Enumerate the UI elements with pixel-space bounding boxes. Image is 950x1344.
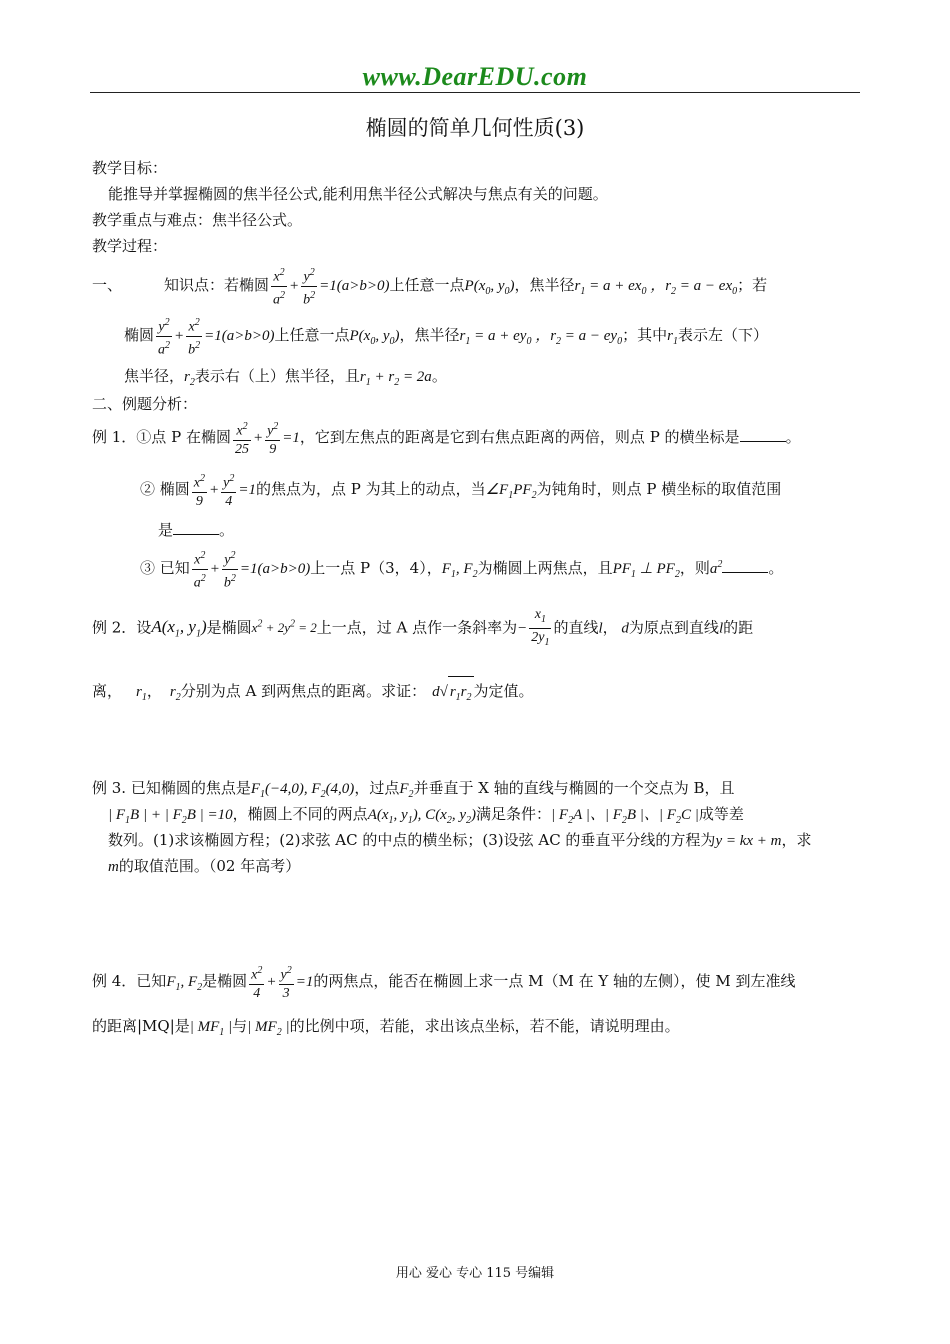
knowledge-line-3: 焦半径，$r_2$表示右（上）焦半径，且$r_1 + r_2 = 2a$。 [124,367,447,388]
fraction: $\frac{y^2}{9}$ [265,418,280,458]
knowledge-line-2: 椭圆 $\frac{y^2}{a^2}$ + $\frac{x^2}{b^2}$ =1(a>b>0)上任意一点$P(x_0$, $y_0$)，焦半径$r_1 = a + ey_0$ ，$r_2 = a - ey_0$；其中$r_1$表示左（下） [124,314,768,361]
key-points: 教学重点与难点：焦半径公式。 [92,211,303,229]
example-1-part-3: ③ 已知 $\frac{x^2}{a^2}$ + $\frac{y^2}{b^2}$ =1(a>b>0)上一点 P（3，4），$F_1$, $F_2$为椭圆上两焦点，且$PF_1$ ⊥ $PF_2$，则$a^2$ 。 [140,546,783,594]
site-logo-text: www.DearEDU.com [362,62,588,91]
knowledge-line-1: 一、 知识点：若椭圆 $\frac{x^2}{a^2}$ + $\frac{y^2}{b^2}$ =1(a>b>0)上任意一点$P(x_0$, $y_0$)，焦半径$r_1 = a + ex_0$ ，$r_2 = a - ex_0$；若 [92,264,767,311]
example-1-part-2: ② 椭圆 $\frac{x^2}{9}$ + $\frac{y^2}{4}$ =1的焦点为，点 P 为其上的动点，当$\angle F_1PF_2$为钝角时，则点 P 横坐标的取值范围 [140,470,781,515]
fraction: $\frac{y^2}{b^2}$ [222,547,238,591]
fraction: $\frac{x^2}{4}$ [249,962,264,1002]
example-3-line-2: | $F_1B$ | + | $F_2B$ | =10，椭圆上不同的两点$A(x_1$, $y_1$), $C(x_2$, $y_2$)满足条件：| $F_2A$ |、| $F_2B$ |、| $F_2C$ |成等差 [108,805,744,826]
fraction: $\frac{x_1}{2y_1}$ [531,607,550,648]
fraction: $\frac{y^2}{b^2}$ [301,264,317,308]
example-3-line-3: 数列。(1)求该椭圆方程；(2)求弦 AC 的中点的横坐标；(3)设弦 AC 的垂直平分线的方程为y = kx + m，求 [108,831,812,849]
goal-label: 教学目标： [92,159,168,177]
example-2-line-1: 例 2．设$A(x_1$, $y_1$)是椭圆$x^2 + 2y^2 = 2$上一点，过 A 点作一条斜率为− $\frac{x_1}{2y_1}$ 的直线l， d为原点到直线l的距 [92,606,753,654]
fraction: $\frac{y^2}{4}$ [221,470,236,510]
example-2-line-2: 离， $r_1$， $r_2$分别为点 A 到两焦点的距离。求证： d√ $r_1r_2$ 为定值。 [92,676,534,713]
header-rule [90,92,860,93]
page-header [90,62,860,96]
fraction: $\frac{x^2}{a^2}$ [271,264,287,308]
example-3-line-4: m的取值范围。（02 年高考） [108,857,301,875]
page-title: 椭圆的简单几何性质(3) [365,116,585,140]
fraction: $\frac{y^2}{3}$ [279,962,294,1002]
fraction: $\frac{y^2}{a^2}$ [156,314,172,358]
answer-blank [722,558,768,573]
example-3-line-1: 例 3. 已知椭圆的焦点是$F_1(-4,0)$, $F_2(4,0)$，过点$F_2$并垂直于 X 轴的直线与椭圆的一个交点为 B，且 [92,779,735,800]
example-1-part-1: 例 1．①点 P 在椭圆 $\frac{x^2}{25}$ + $\frac{y^2}{9}$ =1，它到左焦点的距离是它到右焦点距离的两倍，则点 P 的横坐标是 。 [92,418,801,458]
page-footer: 用心 爱心 专心 115 号编辑 [395,1266,555,1281]
fraction: $\frac{x^2}{a^2}$ [192,547,208,591]
answer-blank [740,427,786,442]
goal-text: 能推导并掌握椭圆的焦半径公式,能利用焦半径公式解决与焦点有关的问题。 [108,185,608,203]
example-1-part-2-cont: 是 。 [158,521,235,539]
fraction: $\frac{x^2}{25}$ [233,418,251,458]
section1-number: 一、 [92,276,123,295]
fraction: $\frac{x^2}{9}$ [192,470,207,510]
section2-heading: 二、例题分析： [92,395,198,413]
example-4-line-1: 例 4．已知$F_1$, $F_2$是椭圆 $\frac{x^2}{4}$ + $\frac{y^2}{3}$ =1的两焦点，能否在椭圆上求一点 M（M 在 Y 轴的左侧），使 M 到左准线 [92,962,795,1007]
example-4-line-2: 的距离|MQ|是| $MF_1$ |与| $MF_2$ |的比例中项，若能，求出该点坐标，若不能，请说明理由。 [92,1017,680,1038]
process-label: 教学过程： [92,237,168,255]
answer-blank [173,520,219,535]
fraction: $\frac{x^2}{b^2}$ [186,314,202,358]
